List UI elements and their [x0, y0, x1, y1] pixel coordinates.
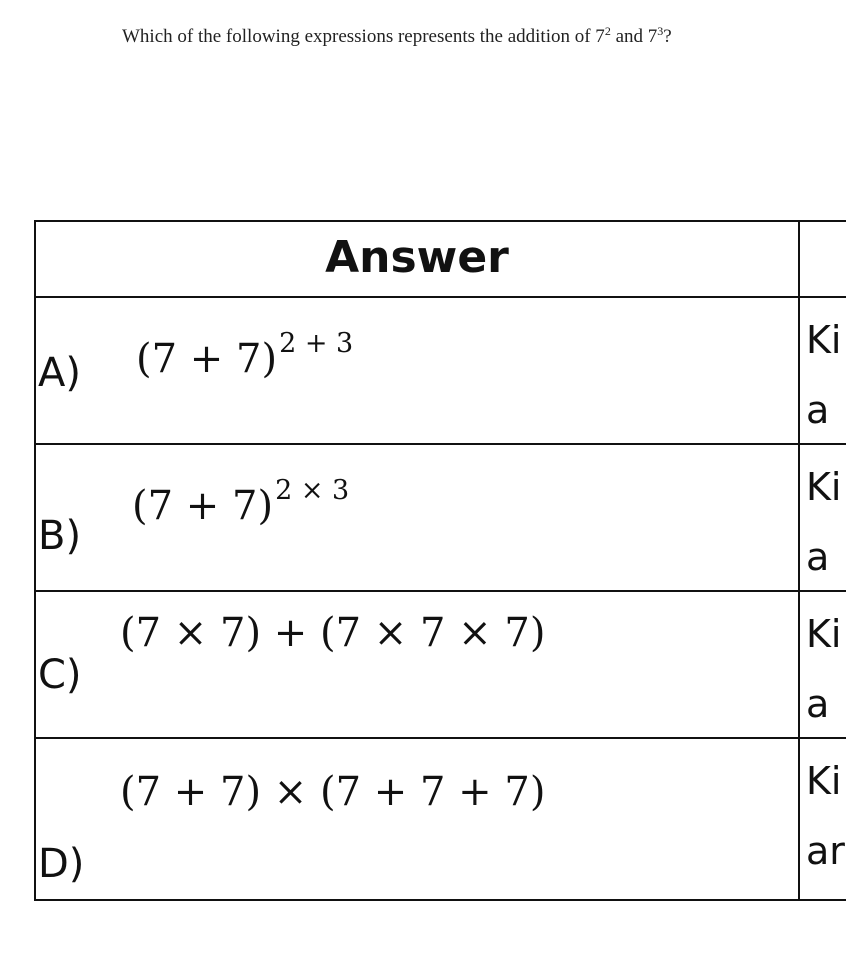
header-answer-cell — [36, 222, 800, 296]
option-b-side-line1: Ki — [806, 465, 842, 509]
option-b-side-line2: a — [806, 535, 830, 579]
option-letter-d: D) — [38, 841, 85, 887]
option-c-side-line1: Ki — [806, 612, 842, 656]
option-c-cell — [36, 592, 800, 737]
option-row-c[interactable] — [36, 592, 846, 739]
option-row-d[interactable] — [36, 739, 846, 899]
table-header-answer: Answer — [325, 232, 509, 283]
option-row-b[interactable] — [36, 445, 846, 592]
option-d-side-line1: Ki — [806, 759, 842, 803]
question-suffix: ? — [663, 26, 672, 47]
option-b-exponent: 2 × 3 — [275, 475, 350, 506]
table-header-row — [36, 222, 846, 298]
option-d-side-line2: ar — [806, 829, 845, 873]
option-b-base: (7 + 7) — [132, 483, 274, 529]
option-c-side-cell — [800, 592, 846, 737]
option-row-a[interactable] — [36, 298, 846, 445]
option-a-base: (7 + 7) — [136, 336, 278, 382]
option-letter-c: C) — [38, 652, 82, 698]
answer-table — [34, 220, 846, 901]
option-expression-c: (7 × 7) + (7 × 7 × 7) — [120, 610, 546, 656]
option-expression-b — [132, 475, 349, 529]
option-a-side-cell — [800, 298, 846, 443]
option-c-side-line2: a — [806, 682, 830, 726]
option-d-side-cell — [800, 739, 846, 899]
option-b-side-cell — [800, 445, 846, 590]
option-d-cell — [36, 739, 800, 899]
question-exponent-2: 3 — [657, 24, 664, 38]
option-b-cell — [36, 445, 800, 590]
question-middle: and 7 — [610, 26, 658, 47]
option-letter-b: B) — [38, 513, 82, 559]
option-a-cell — [36, 298, 800, 443]
option-expression-a — [136, 328, 353, 382]
option-a-side-line2: a — [806, 388, 830, 432]
question-exponent-1: 2 — [604, 24, 611, 38]
question-text — [122, 24, 672, 48]
option-letter-a: A) — [38, 350, 81, 396]
header-side-cell — [800, 222, 846, 296]
option-a-side-line1: Ki — [806, 318, 842, 362]
option-expression-d: (7 + 7) × (7 + 7 + 7) — [120, 769, 546, 815]
option-a-exponent: 2 + 3 — [279, 328, 354, 359]
question-prefix: Which of the following expressions represents the addition of 7 — [122, 26, 605, 47]
